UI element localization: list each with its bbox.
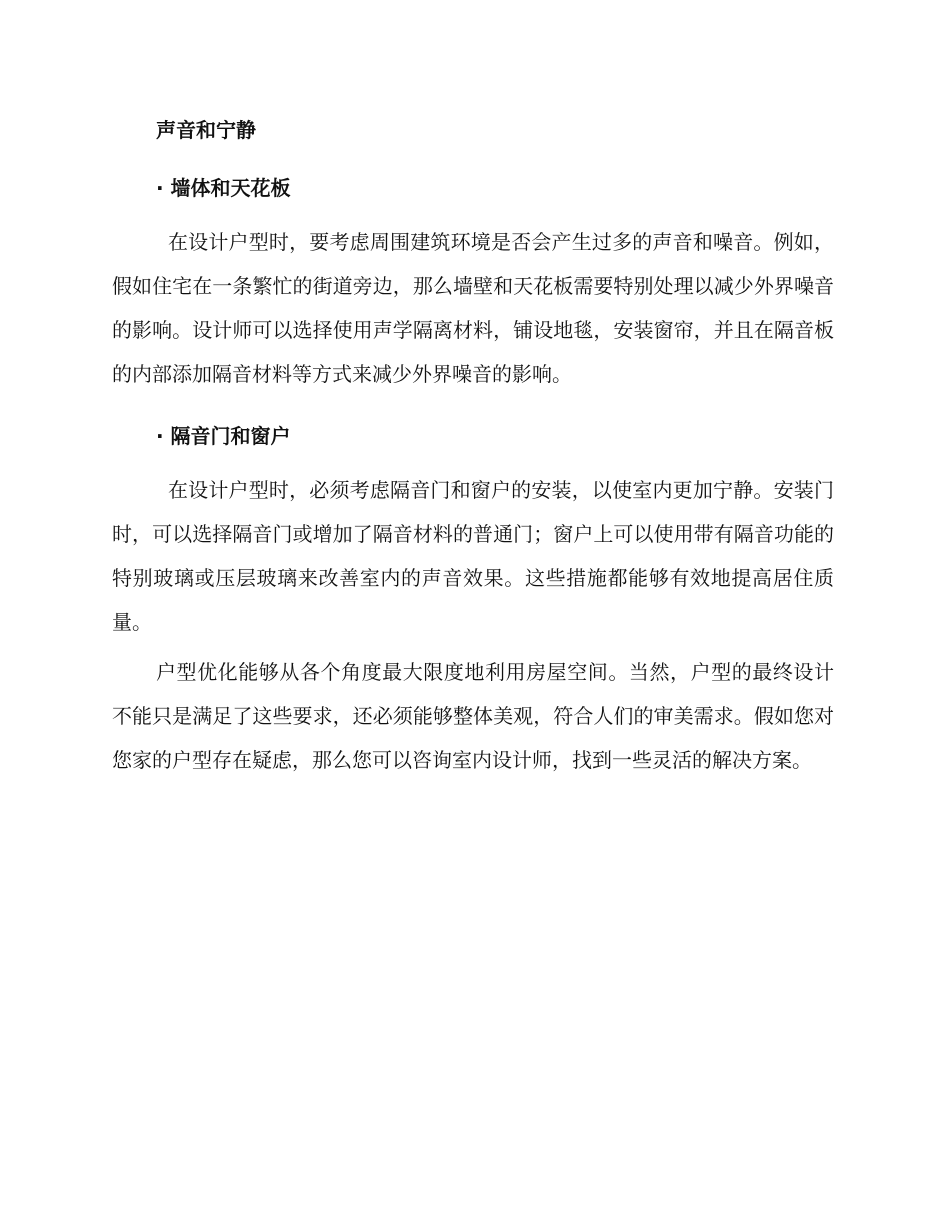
document-content — [112, 112, 834, 782]
subheading-walls-ceiling: · 墙体和天花板 — [156, 176, 291, 200]
paragraph-doors-windows: 在设计户型时，必须考虑隔音门和窗户的安装，以使室内更加宁静。安装门时，可以选择隔音门或增加了隔音材料的普通门；窗户上可以使用带有隔音功能的特别玻璃或压层玻璃来改善室内的声音效果。这些措施都能够有效地提高居住质量。 — [112, 478, 834, 634]
closing-paragraph: 户型优化能够从各个角度最大限度地利用房屋空间。当然，户型的最终设计不能只是满足了这些要求，还必须能够整体美观，符合人们的审美需求。假如您对您家的户型存在疑虑，那么您可以咨询室内设计师，找到一些灵活的解决方案。 — [112, 660, 834, 772]
section-title: 声音和宁静 — [156, 118, 256, 142]
subheading-doors-windows: · 隔音门和窗户 — [156, 424, 291, 448]
paragraph-walls-ceiling: 在设计户型时，要考虑周围建筑环境是否会产生过多的声音和噪音。例如，假如住宅在一条繁忙的街道旁边，那么墙壁和天花板需要特别处理以减少外界噪音的影响。设计师可以选择使用声学隔离材料，铺设地毯，安装窗帘，并且在隔音板的内部添加隔音材料等方式来减少外界噪音的影响。 — [112, 230, 834, 386]
